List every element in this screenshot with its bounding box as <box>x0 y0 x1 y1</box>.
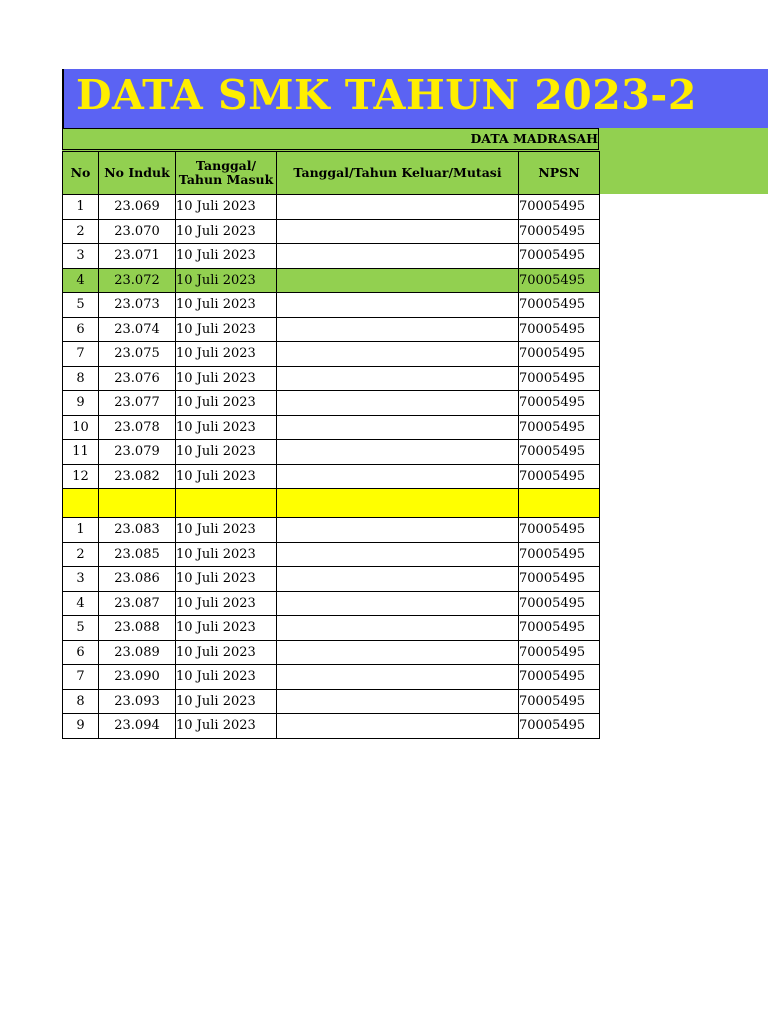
cell-tanggal-keluar[interactable] <box>277 342 519 367</box>
col-header-no-induk: No Induk <box>99 152 176 195</box>
cell-npsn[interactable]: 70005495 <box>519 415 600 440</box>
col-header-npsn: NPSN <box>519 152 600 195</box>
table-row <box>63 616 600 641</box>
cell-no[interactable]: 9 <box>63 714 99 739</box>
table-row <box>63 342 600 367</box>
cell-npsn[interactable]: 70005495 <box>519 440 600 465</box>
cell-npsn[interactable]: 70005495 <box>519 219 600 244</box>
separator-row <box>63 489 600 518</box>
cell-tanggal-keluar[interactable] <box>277 219 519 244</box>
cell-no-induk[interactable]: 23.070 <box>99 219 176 244</box>
cell-npsn[interactable]: 70005495 <box>519 317 600 342</box>
cell-tanggal-keluar[interactable] <box>277 616 519 641</box>
cell-no[interactable]: 2 <box>63 542 99 567</box>
cell-no[interactable]: 1 <box>63 518 99 543</box>
cell-no-induk[interactable]: 23.088 <box>99 616 176 641</box>
cell-tanggal-keluar[interactable] <box>277 195 519 220</box>
cell-no[interactable]: 1 <box>63 195 99 220</box>
table-row <box>63 244 600 269</box>
table-row <box>63 366 600 391</box>
cell-no-induk[interactable]: 23.075 <box>99 342 176 367</box>
cell-no-induk[interactable]: 23.078 <box>99 415 176 440</box>
cell-npsn[interactable]: 70005495 <box>519 689 600 714</box>
cell-tanggal-masuk[interactable]: 10 Juli 2023 <box>176 464 277 489</box>
cell-no-induk[interactable]: 23.074 <box>99 317 176 342</box>
cell-npsn[interactable]: 70005495 <box>519 542 600 567</box>
cell-tanggal-masuk[interactable]: 10 Juli 2023 <box>176 219 277 244</box>
cell-no[interactable]: 11 <box>63 440 99 465</box>
cell-no[interactable]: 8 <box>63 366 99 391</box>
cell-tanggal-masuk[interactable]: 10 Juli 2023 <box>176 689 277 714</box>
col-header-no: No <box>63 152 99 195</box>
cell-no-induk[interactable]: 23.069 <box>99 195 176 220</box>
cell-no-induk[interactable]: 23.083 <box>99 518 176 543</box>
col-header-tanggal-keluar: Tanggal/Tahun Keluar/Mutasi <box>277 152 519 195</box>
cell-no-induk[interactable]: 23.079 <box>99 440 176 465</box>
page-title: DATA SMK TAHUN 2023-2 <box>76 71 697 119</box>
cell-no-induk[interactable]: 23.093 <box>99 689 176 714</box>
cell-tanggal-masuk[interactable]: 10 Juli 2023 <box>176 268 277 293</box>
cell-tanggal-masuk[interactable]: 10 Juli 2023 <box>176 714 277 739</box>
cell-npsn[interactable]: 70005495 <box>519 714 600 739</box>
cell-tanggal-masuk[interactable]: 10 Juli 2023 <box>176 440 277 465</box>
cell-no[interactable]: 8 <box>63 689 99 714</box>
cell-no[interactable]: 7 <box>63 342 99 367</box>
cell-no[interactable]: 3 <box>63 567 99 592</box>
cell-tanggal-masuk[interactable]: 10 Juli 2023 <box>176 591 277 616</box>
cell-tanggal-keluar[interactable] <box>277 542 519 567</box>
cell-no-induk[interactable]: 23.076 <box>99 366 176 391</box>
cell-npsn[interactable]: 70005495 <box>519 342 600 367</box>
cell-no[interactable]: 2 <box>63 219 99 244</box>
table-row <box>63 440 600 465</box>
cell-npsn[interactable]: 70005495 <box>519 591 600 616</box>
separator-cell[interactable] <box>176 489 277 518</box>
cell-npsn[interactable]: 70005495 <box>519 616 600 641</box>
table-row <box>63 714 600 739</box>
cell-tanggal-keluar[interactable] <box>277 391 519 416</box>
cell-no-induk[interactable]: 23.072 <box>99 268 176 293</box>
cell-npsn[interactable]: 70005495 <box>519 293 600 318</box>
cell-no-induk[interactable]: 23.090 <box>99 665 176 690</box>
table-row <box>63 464 600 489</box>
cell-tanggal-keluar[interactable] <box>277 640 519 665</box>
table-row <box>63 542 600 567</box>
table-row <box>63 665 600 690</box>
cell-tanggal-masuk[interactable]: 10 Juli 2023 <box>176 415 277 440</box>
cell-tanggal-keluar[interactable] <box>277 665 519 690</box>
cell-no[interactable]: 4 <box>63 591 99 616</box>
separator-cell[interactable] <box>519 489 600 518</box>
table-row <box>63 268 600 293</box>
table-header-row <box>63 152 600 195</box>
cell-tanggal-masuk[interactable]: 10 Juli 2023 <box>176 616 277 641</box>
cell-no-induk[interactable]: 23.082 <box>99 464 176 489</box>
cell-no[interactable]: 5 <box>63 293 99 318</box>
cell-npsn[interactable]: 70005495 <box>519 665 600 690</box>
cell-tanggal-keluar[interactable] <box>277 366 519 391</box>
cell-npsn[interactable]: 70005495 <box>519 195 600 220</box>
cell-no[interactable]: 3 <box>63 244 99 269</box>
cell-tanggal-keluar[interactable] <box>277 567 519 592</box>
cell-tanggal-keluar[interactable] <box>277 689 519 714</box>
table-row <box>63 567 600 592</box>
col-header-tanggal-masuk: Tanggal/ Tahun Masuk <box>176 152 277 195</box>
cell-npsn[interactable]: 70005495 <box>519 567 600 592</box>
cell-tanggal-masuk[interactable]: 10 Juli 2023 <box>176 244 277 269</box>
table-row <box>63 640 600 665</box>
cell-no[interactable]: 6 <box>63 317 99 342</box>
cell-npsn[interactable]: 70005495 <box>519 640 600 665</box>
cell-tanggal-keluar[interactable] <box>277 464 519 489</box>
cell-tanggal-keluar[interactable] <box>277 440 519 465</box>
cell-tanggal-keluar[interactable] <box>277 415 519 440</box>
cell-npsn[interactable]: 70005495 <box>519 244 600 269</box>
table-row <box>63 219 600 244</box>
title-clip <box>62 69 697 128</box>
cell-tanggal-masuk[interactable]: 10 Juli 2023 <box>176 293 277 318</box>
cell-tanggal-keluar[interactable] <box>277 293 519 318</box>
table-row <box>63 391 600 416</box>
cell-tanggal-keluar[interactable] <box>277 244 519 269</box>
cell-tanggal-keluar[interactable] <box>277 518 519 543</box>
cell-no[interactable]: 9 <box>63 391 99 416</box>
cell-no[interactable]: 5 <box>63 616 99 641</box>
table-row <box>63 293 600 318</box>
student-table <box>62 151 600 739</box>
cell-no-induk[interactable]: 23.094 <box>99 714 176 739</box>
subheader-row <box>62 128 599 150</box>
table-body <box>63 195 600 739</box>
cell-tanggal-masuk[interactable]: 10 Juli 2023 <box>176 567 277 592</box>
cell-no-induk[interactable]: 23.073 <box>99 293 176 318</box>
table-row <box>63 317 600 342</box>
cell-no[interactable]: 12 <box>63 464 99 489</box>
cell-tanggal-masuk[interactable]: 10 Juli 2023 <box>176 317 277 342</box>
cell-no-induk[interactable]: 23.086 <box>99 567 176 592</box>
table-row <box>63 689 600 714</box>
cell-tanggal-keluar[interactable] <box>277 317 519 342</box>
cell-npsn[interactable]: 70005495 <box>519 464 600 489</box>
cell-tanggal-masuk[interactable]: 10 Juli 2023 <box>176 542 277 567</box>
table-row <box>63 518 600 543</box>
separator-cell[interactable] <box>99 489 176 518</box>
cell-tanggal-masuk[interactable]: 10 Juli 2023 <box>176 640 277 665</box>
cell-npsn[interactable]: 70005495 <box>519 268 600 293</box>
separator-cell[interactable] <box>63 489 99 518</box>
cell-npsn[interactable]: 70005495 <box>519 518 600 543</box>
cell-tanggal-masuk[interactable]: 10 Juli 2023 <box>176 665 277 690</box>
cell-tanggal-masuk[interactable]: 10 Juli 2023 <box>176 195 277 220</box>
table-row <box>63 195 600 220</box>
cell-no-induk[interactable]: 23.089 <box>99 640 176 665</box>
cell-no[interactable]: 10 <box>63 415 99 440</box>
cell-tanggal-masuk[interactable]: 10 Juli 2023 <box>176 391 277 416</box>
cell-no[interactable]: 7 <box>63 665 99 690</box>
cell-tanggal-masuk[interactable]: 10 Juli 2023 <box>176 518 277 543</box>
table-row <box>63 591 600 616</box>
separator-cell[interactable] <box>277 489 519 518</box>
cell-no-induk[interactable]: 23.085 <box>99 542 176 567</box>
cell-no-induk[interactable]: 23.077 <box>99 391 176 416</box>
title-banner <box>62 69 768 128</box>
subheader-title: DATA MADRASAH <box>470 131 598 146</box>
cell-no-induk[interactable]: 23.087 <box>99 591 176 616</box>
cell-tanggal-keluar[interactable] <box>277 714 519 739</box>
cell-tanggal-keluar[interactable] <box>277 268 519 293</box>
table-row <box>63 415 600 440</box>
cell-tanggal-keluar[interactable] <box>277 591 519 616</box>
cell-npsn[interactable]: 70005495 <box>519 366 600 391</box>
cell-no[interactable]: 6 <box>63 640 99 665</box>
cell-no[interactable]: 4 <box>63 268 99 293</box>
cell-tanggal-masuk[interactable]: 10 Juli 2023 <box>176 366 277 391</box>
cell-npsn[interactable]: 70005495 <box>519 391 600 416</box>
cell-no-induk[interactable]: 23.071 <box>99 244 176 269</box>
cell-tanggal-masuk[interactable]: 10 Juli 2023 <box>176 342 277 367</box>
